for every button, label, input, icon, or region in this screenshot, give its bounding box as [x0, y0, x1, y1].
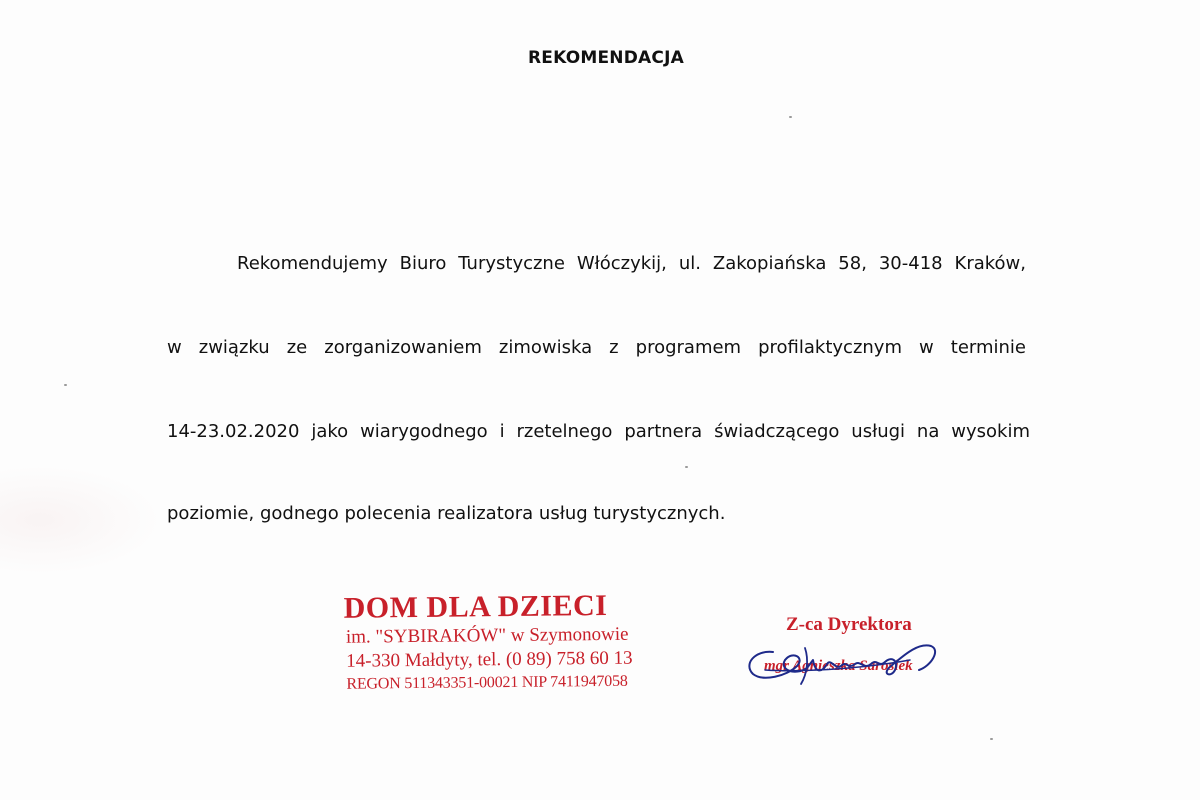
paper-speck — [789, 116, 792, 118]
paper-speck — [990, 738, 993, 740]
signatory-name: mgr Agnieszka Sarosiek — [764, 658, 913, 674]
paragraph-line-1: Rekomendujemy Biuro Turystyczne Włóczykij, ul. Zakopiańska 58, 30-418 Kraków, — [237, 253, 1026, 274]
paper-speck — [685, 466, 688, 468]
document-title: REKOMENDACJA — [528, 48, 684, 68]
stamp-patron-line: im. "SYBIRAKÓW" w Szymonowie — [345, 623, 629, 648]
institution-stamp — [343, 588, 674, 695]
stamp-registry-line: REGON 511343351-00021 NIP 7411947058 — [346, 672, 628, 693]
stamp-institution-name: DOM DLA DZIECI — [343, 588, 608, 625]
signatory-role: Z-ca Dyrektora — [786, 614, 912, 635]
paragraph-line-4: poziomie, godnego polecenia realizatora usług turystycznych. — [167, 503, 726, 524]
handwritten-signature — [735, 630, 965, 690]
stamp-address-line: 14-330 Małdyty, tel. (0 89) 758 60 13 — [346, 647, 633, 672]
paper-speck — [64, 384, 67, 386]
paragraph-line-3: 14-23.02.2020 jako wiarygodnego i rzetelnego partnera świadczącego usługi na wysokim — [167, 421, 1030, 442]
paragraph-line-2: w związku ze zorganizowaniem zimowiska z programem profilaktycznym w terminie — [167, 337, 1026, 358]
